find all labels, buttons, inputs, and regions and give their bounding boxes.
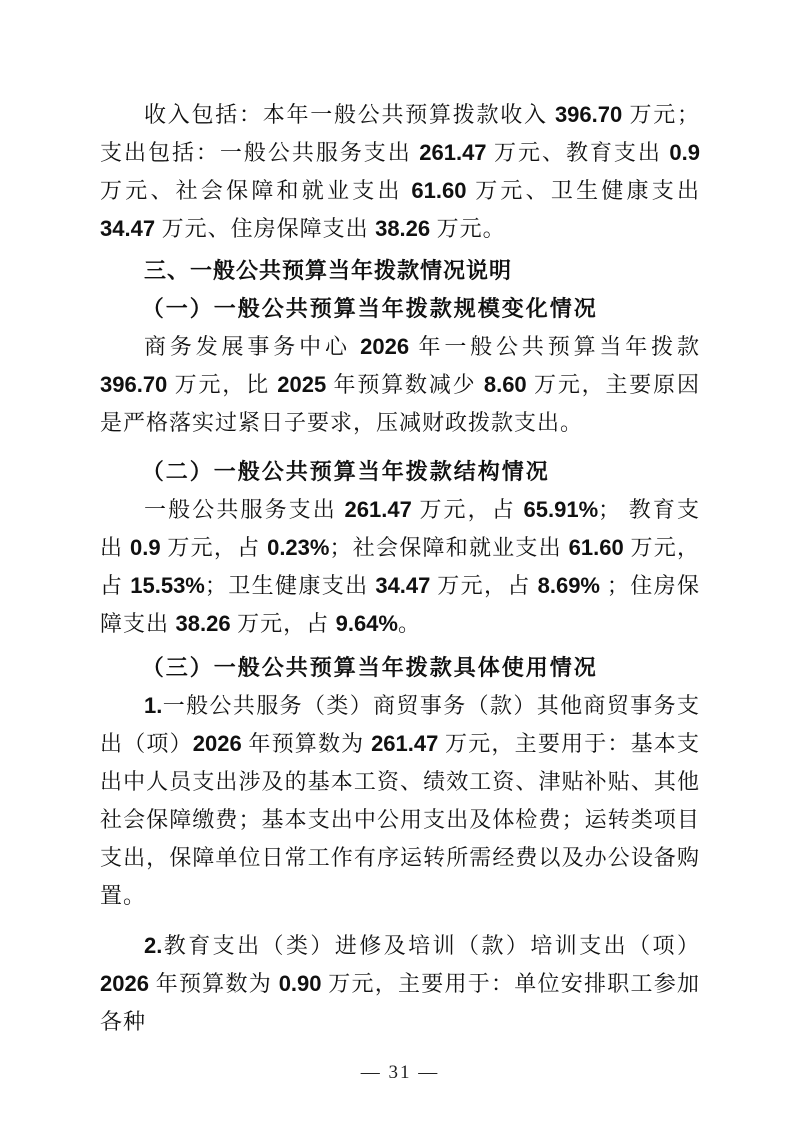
text-segment: 65.91% — [523, 497, 599, 522]
text-segment: 万元、卫生健康支出 — [466, 178, 700, 203]
text-segment: 2026 — [192, 731, 242, 756]
text-segment: 教育支出（类）进修及培训（款）培训支出（项） — [162, 933, 700, 958]
document-body — [100, 96, 700, 1041]
heading-sub-2-structure: （二）一般公共预算当年拨款结构情况 — [141, 459, 550, 484]
text-segment: 万元，占 — [160, 535, 268, 560]
text-segment: 0.9 — [130, 535, 161, 560]
text-segment: 15.53% — [130, 573, 205, 598]
text-segment: 396.70 — [100, 372, 168, 397]
text-segment: 万元，比 — [167, 372, 278, 397]
text-segment: 万元。 — [430, 216, 506, 241]
paragraph-item-1-general-public-service — [100, 687, 700, 915]
text-segment: ； 教育支出 — [100, 497, 700, 560]
text-segment: 38.26 — [375, 216, 431, 241]
text-segment: 万元；支出包括：一般公共服务支出 — [100, 102, 700, 165]
text-segment: 万元，主要原因是严格落实过紧日子要求，压减财政拨款支出。 — [100, 372, 700, 435]
text-segment: 万元，占 — [100, 535, 700, 598]
paragraph-item-2-education-training — [100, 927, 700, 1041]
text-segment: 。 — [397, 611, 421, 636]
text-segment: 396.70 — [554, 102, 623, 127]
text-segment: 万元、教育支出 — [486, 140, 670, 165]
text-segment: 万元，主要用于：单位安排职工参加各种 — [100, 971, 700, 1034]
text-segment: 万元，主要用于：基本支出中人员支出涉及的基本工资、绩效工资、津贴补贴、其他社会保障缴费；基本支出中公用支出及体检费；运转类项目支出，保障单位日常工作有序运转所需经费以及办公设备购置。 — [100, 731, 700, 908]
text-segment: 年预算数为 — [241, 731, 372, 756]
text-segment: 年一般公共预算当年拨款 — [409, 334, 700, 359]
text-segment: 61.60 — [411, 178, 467, 203]
text-segment: 0.90 — [278, 971, 322, 996]
text-segment: 261.47 — [419, 140, 487, 165]
paragraph-scale-change-detail — [100, 328, 700, 442]
text-segment: 0.23% — [267, 535, 330, 560]
text-segment: 年预算数减少 — [326, 372, 484, 397]
paragraph-structure-detail — [100, 491, 700, 643]
text-segment: 商务发展事务中心 — [144, 334, 361, 359]
text-segment: ；卫生健康支出 — [204, 573, 376, 598]
text-segment: 2025 — [277, 372, 327, 397]
text-segment: 万元，占 — [411, 497, 524, 522]
text-segment: ；住房保障支出 — [100, 573, 700, 636]
text-segment: 261.47 — [371, 731, 439, 756]
text-segment: 8.69% — [537, 573, 600, 598]
text-segment: 一般公共服务（类）商贸事务（款）其他商贸事务支出（项） — [100, 693, 700, 756]
text-segment: 万元、社会保障和就业支出 — [100, 178, 412, 203]
text-segment: 0.9 — [669, 140, 700, 165]
heading-sub-3-specific-usage: （三）一般公共预算当年拨款具体使用情况 — [141, 655, 598, 680]
text-segment: 万元、住房保障支出 — [155, 216, 376, 241]
text-segment: 万元，占 — [230, 611, 336, 636]
text-segment: 万元，占 — [430, 573, 538, 598]
text-segment: 261.47 — [344, 497, 412, 522]
heading-section-3-appropriation-explanation: 三、一般公共预算当年拨款情况说明 — [144, 258, 513, 283]
text-segment: 9.64% — [335, 611, 398, 636]
page-footer — [0, 1062, 800, 1084]
text-segment: 38.26 — [175, 611, 231, 636]
text-segment: 8.60 — [483, 372, 527, 397]
text-segment: 61.60 — [568, 535, 624, 560]
text-segment: 收入包括：本年一般公共预算拨款收入 — [144, 102, 555, 127]
text-segment: 34.47 — [375, 573, 431, 598]
heading-sub-1-scale-change: （一）一般公共预算当年拨款规模变化情况 — [141, 296, 598, 321]
text-segment: 1. — [144, 693, 163, 718]
text-segment: 2026 — [100, 971, 149, 996]
text-segment: 一般公共服务支出 — [144, 497, 345, 522]
text-segment: 34.47 — [100, 216, 156, 241]
text-segment: 2. — [144, 933, 163, 958]
page-number: — 31 — — [360, 1062, 440, 1083]
paragraph-income-expense-summary — [100, 96, 700, 248]
text-segment: 2026 — [360, 334, 410, 359]
text-segment: 年预算数为 — [148, 971, 279, 996]
text-segment: ；社会保障和就业支出 — [329, 535, 569, 560]
